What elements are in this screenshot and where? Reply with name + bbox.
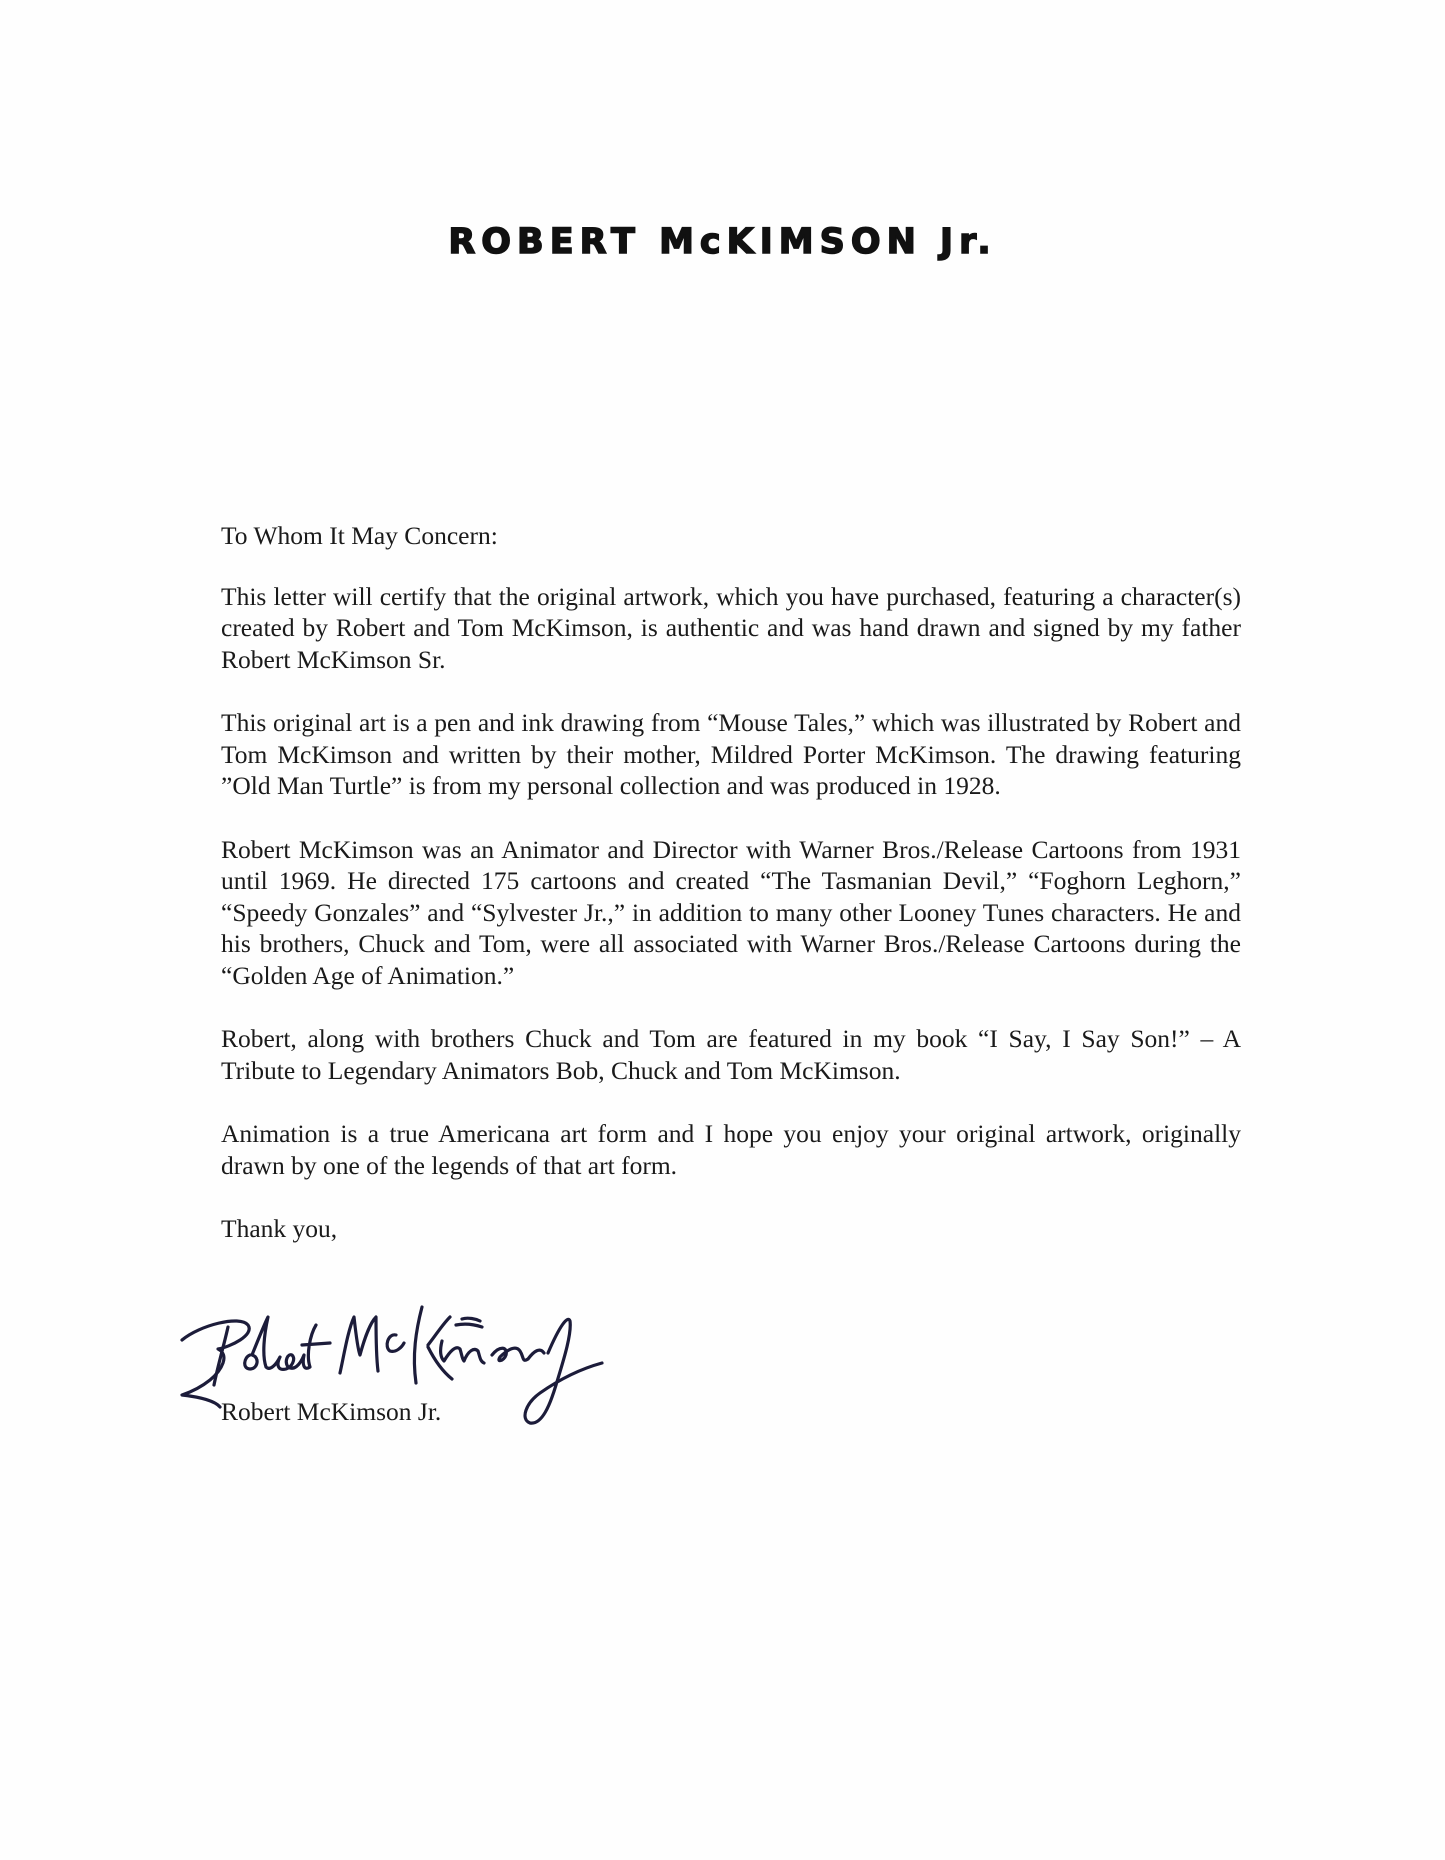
salutation: To Whom It May Concern: <box>221 521 498 550</box>
paragraph-book: Robert, along with brothers Chuck and Tom are featured in my book “I Say, I Say Son!” – A Tribute to Legendary Animators Bob, Chuck and Tom McKimson. <box>221 1024 1241 1085</box>
letter-body <box>221 520 1241 1245</box>
paragraph-certification: This letter will certify that the original artwork, which you have purchased, featuring a character(s) created by Robert and Tom McKimson, is authentic and was hand drawn and signed by my father Robert McKimson Sr. <box>221 581 1241 674</box>
paragraph-closing-remarks: Animation is a true Americana art form and I hope you enjoy your original artwork, originally drawn by one of the legends of that art form. <box>221 1119 1241 1180</box>
paragraph-biography: Robert McKimson was an Animator and Director with Warner Bros./Release Cartoons from 1931 until 1969. He directed 175 cartoons and created “The Tasmanian Devil,” “Foghorn Leghorn,” “Speedy Gonzales” and “Sylvester Jr.,” in addition to many other Looney Tunes characters. He and his brothers, Chuck and Tom, were all associated with Warner Bros./Release Cartoons during the “Golden Age of Animation.” <box>221 834 1241 990</box>
letterhead-title: ROBERT McKIMSON Jr. <box>448 222 997 262</box>
signer-name: Robert McKimson Jr. <box>221 1397 442 1426</box>
closing: Thank you, <box>221 1214 338 1243</box>
paragraph-artwork-description: This original art is a pen and ink drawing from “Mouse Tales,” which was illustrated by Robert and Tom McKimson and written by their mother, Mildred Porter McKimson. The drawing featuring ”Old Man Turtle” is from my personal collection and was produced in 1928. <box>221 708 1241 800</box>
